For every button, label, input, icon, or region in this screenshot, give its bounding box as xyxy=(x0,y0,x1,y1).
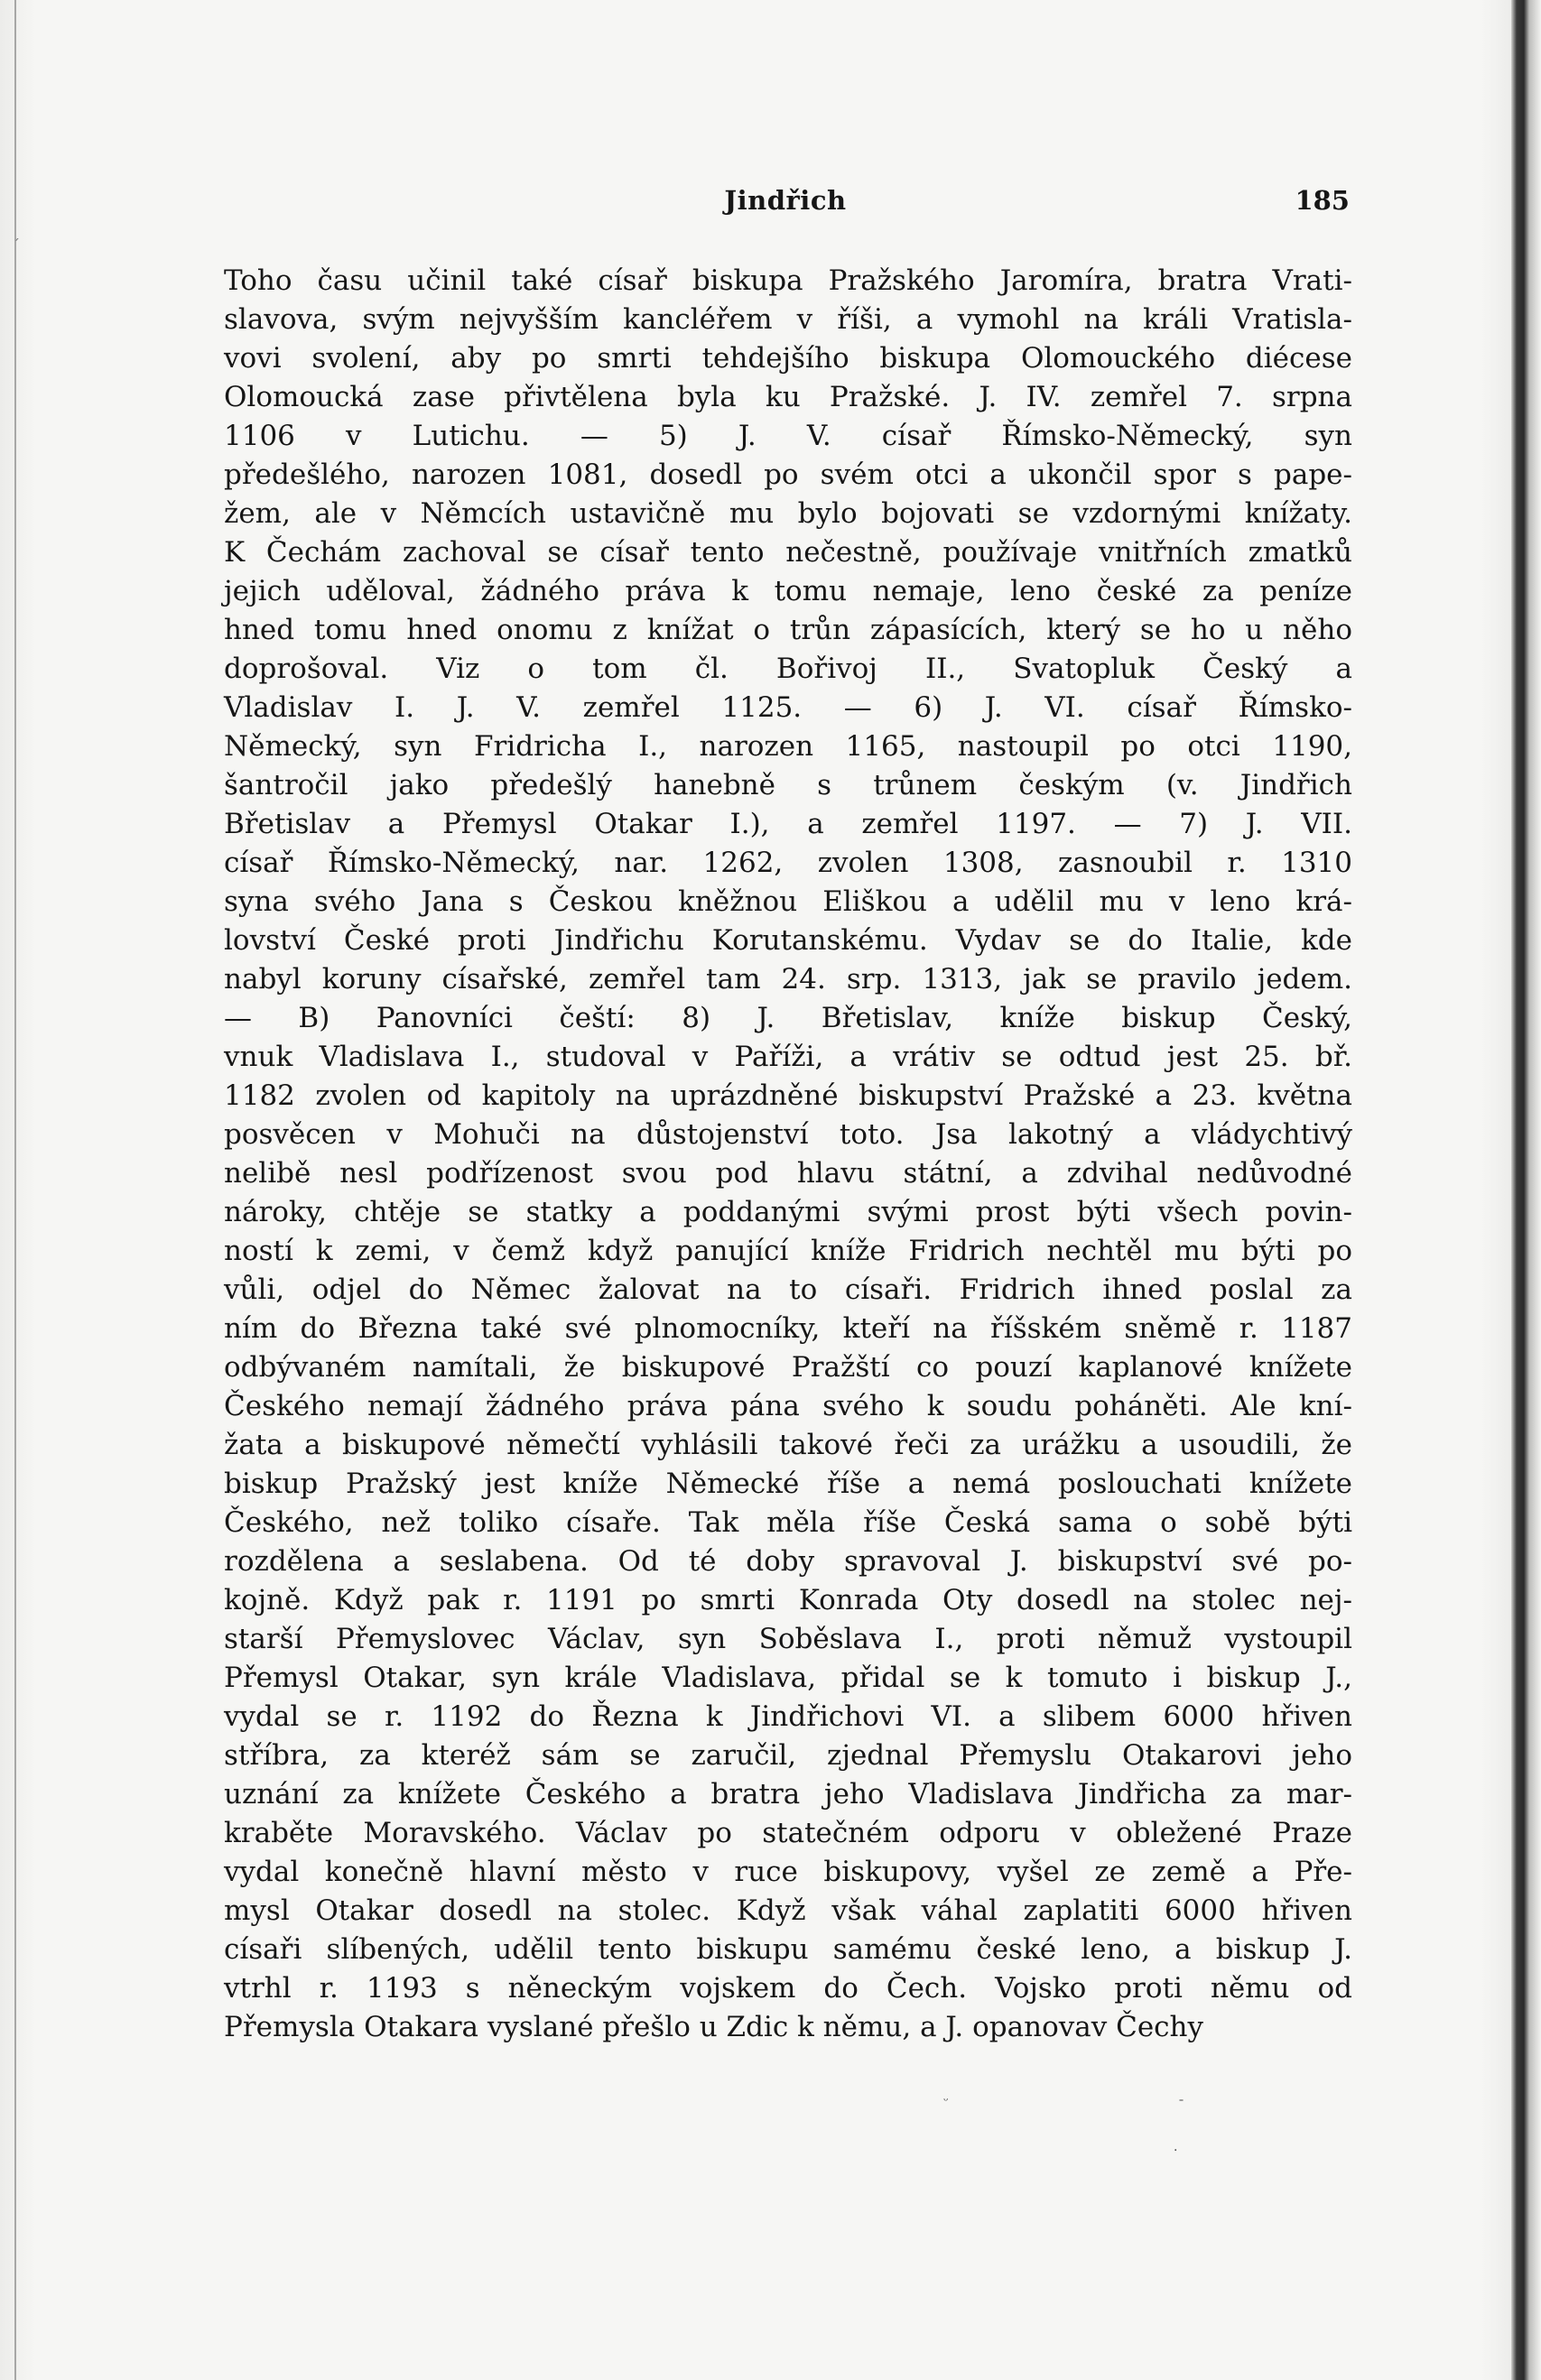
text-line: nároky, chtěje se statky a poddanými svými prost býti všech povin- xyxy=(224,1196,1352,1228)
text-line: mysl Otakar dosedl na stolec. Když však váhal zaplatiti 6000 hřiven xyxy=(224,1894,1352,1927)
text-line: syna svého Jana s Českou kněžnou Eliškou a udělil mu v leno krá- xyxy=(224,885,1352,918)
text-line: slavova, svým nejvyšším kancléřem v říši, a vymohl na králi Vratisla- xyxy=(224,303,1352,336)
text-line: ním do Března také své plnomocníky, kteří na říšském sněmě r. 1187 xyxy=(224,1312,1352,1345)
text-line: Olomoucká zase přivtělena byla ku Pražské. J. IV. zemřel 7. srpna xyxy=(224,381,1352,413)
text-line: předešlého, narozen 1081, dosedl po svém otci a ukončil spor s pape- xyxy=(224,458,1352,491)
text-line: doprošoval. Viz o tom čl. Bořivoj II., Svatopluk Český a xyxy=(224,653,1352,685)
text-line: vnuk Vladislava I., studoval v Paříži, a vrátiv se odtud jest 25. bř. xyxy=(224,1041,1352,1073)
text-line: žem, ale v Němcích ustavičně mu bylo bojovati se vzdornými knížaty. xyxy=(224,497,1352,530)
text-line: Vladislav I. J. V. zemřel 1125. — 6) J. VI. císař Římsko- xyxy=(224,691,1352,724)
text-line: ností k zemi, v čemž když panující kníže Fridrich nechtěl mu býti po xyxy=(224,1235,1352,1267)
text-line: 1106 v Lutichu. — 5) J. V. císař Římsko-Německý, syn xyxy=(224,420,1352,452)
text-line: vůli, odjel do Němec žalovat na to císaři. Fridrich ihned poslal za xyxy=(224,1273,1352,1306)
text-line: císaři slíbených, udělil tento biskupu samému české leno, a biskup J. xyxy=(224,1933,1352,1966)
text-line: Toho času učinil také císař biskupa Pražského Jaromíra, bratra Vrati- xyxy=(224,264,1352,297)
text-line: odbývaném namítali, že biskupové Pražští co pouzí kaplanové knížete xyxy=(224,1351,1352,1384)
text-line: kojně. Když pak r. 1191 po smrti Konrada Oty dosedl na stolec nej- xyxy=(224,1584,1352,1616)
text-line: Českého nemají žádného práva pána svého k soudu poháněti. Ale kní- xyxy=(224,1390,1352,1422)
text-line: jejich uděloval, žádného práva k tomu nemaje, leno české za peníze xyxy=(224,575,1352,607)
page-number: 185 xyxy=(1295,185,1350,216)
text-line: K Čechám zachoval se císař tento nečestně, používaje vnitřních zmatků xyxy=(224,536,1352,569)
page-header xyxy=(221,185,1350,223)
text-line: Břetislav a Přemysl Otakar I.), a zemřel 1197. — 7) J. VII. xyxy=(224,808,1352,840)
text-line: kraběte Moravského. Václav po statečném odporu v obležené Praze xyxy=(224,1817,1352,1849)
running-head: Jindřich xyxy=(724,185,847,216)
text-line: žata a biskupové němečtí vyhlásili takové řeči za urážku a usoudili, že xyxy=(224,1429,1352,1461)
text-line: stříbra, za kteréž sám se zaručil, zjednal Přemyslu Otakarovi jeho xyxy=(224,1739,1352,1772)
text-line: 1182 zvolen od kapitoly na uprázdněné biskupství Pražské a 23. května xyxy=(224,1079,1352,1112)
edge-speck: ˊ xyxy=(13,236,20,254)
page-edge-right xyxy=(1511,0,1541,2380)
text-line: uznání za knížete Českého a bratra jeho Vladislava Jindřicha za mar- xyxy=(224,1778,1352,1810)
text-line: starší Přemyslovec Václav, syn Soběslava I., proti němuž vystoupil xyxy=(224,1623,1352,1655)
page-edge-left xyxy=(14,0,16,2380)
text-line: vydal se r. 1192 do Řezna k Jindřichovi VI. a slibem 6000 hřiven xyxy=(224,1700,1352,1733)
text-line: lovství České proti Jindřichu Korutanskému. Vydav se do Italie, kde xyxy=(224,924,1352,957)
text-line: nabyl koruny císařské, zemřel tam 24. srp. 1313, jak se pravilo jedem. xyxy=(224,963,1352,996)
text-line: rozdělena a seslabena. Od té doby spravoval J. biskupství své po- xyxy=(224,1545,1352,1578)
text-line: hned tomu hned onomu z knížat o trůn zápasících, který se ho u něho xyxy=(224,614,1352,646)
text-line: šantročil jako předešlý hanebně s trůnem českým (v. Jindřich xyxy=(224,769,1352,801)
text-line: Přemysl Otakar, syn krále Vladislava, přidal se k tomuto i biskup J., xyxy=(224,1662,1352,1694)
text-line: vovi svolení, aby po smrti tehdejšího biskupa Olomouckého diécese xyxy=(224,342,1352,375)
text-line: císař Římsko-Německý, nar. 1262, zvolen 1308, zasnoubil r. 1310 xyxy=(224,847,1352,879)
body-text xyxy=(224,262,1352,2047)
text-line: — B) Panovníci čeští: 8) J. Břetislav, kníže biskup Český, xyxy=(224,1002,1352,1034)
text-line: Německý, syn Fridricha I., narozen 1165, nastoupil po otci 1190, xyxy=(224,730,1352,763)
text-line: biskup Pražský jest kníže Německé říše a nemá poslouchati knížete xyxy=(224,1468,1352,1500)
text-line: vydal konečně hlavní město v ruce biskupovy, vyšel ze země a Pře- xyxy=(224,1856,1352,1888)
ink-speck: · xyxy=(1174,2144,1178,2158)
text-line: vtrhl r. 1193 s něneckým vojskem do Čech. Vojsko proti němu od xyxy=(224,1972,1352,2005)
ink-speck: ˉ xyxy=(1178,2098,1184,2113)
text-line: posvěcen v Mohuči na důstojenství toto. Jsa lakotný a vládychtivý xyxy=(224,1118,1352,1151)
text-line: Přemysla Otakara vyslané přešlo u Zdic k němu, a J. opanovav Čechy xyxy=(224,2011,1204,2043)
text-line: nelibě nesl podřízenost svou pod hlavu státní, a zdvihal nedůvodné xyxy=(224,1157,1352,1190)
text-line: Českého, než toliko císaře. Tak měla říše Česká sama o sobě býti xyxy=(224,1506,1352,1539)
ink-speck: ᵕ xyxy=(943,2094,949,2108)
